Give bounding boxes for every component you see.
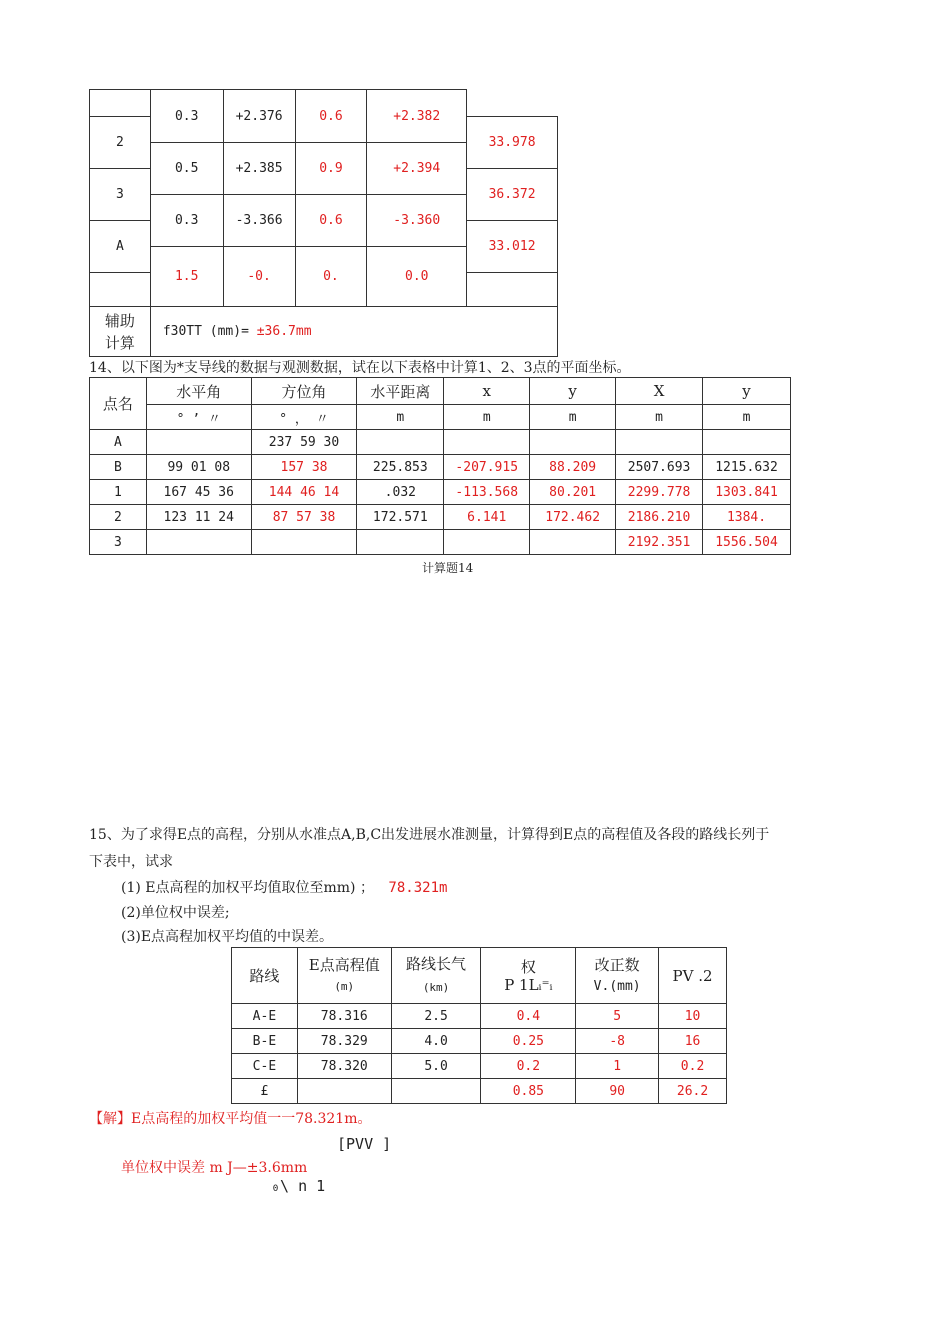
unit-weight-error: 单位权中误差 m J—±3.6mm [121,1160,308,1176]
cell-id [90,273,151,307]
aux-label-line1: 辅助 [104,311,135,330]
table-row [90,530,791,555]
cell: 225.853 [357,455,444,480]
cell-point: 3 [90,530,147,555]
cell-id: A [90,221,151,273]
cell-point: 1 [90,480,147,505]
cell [467,90,558,117]
unit-dy: m [530,405,616,430]
header-correction-1: 改正数 [594,955,640,974]
cell: 237 59 30 [251,430,357,455]
cell: +2.385 [223,143,295,195]
table-row [90,430,791,455]
aux-label-line2: 计算 [104,333,135,352]
header-elev-1: E点高程值 [308,955,380,974]
cell: -8 [576,1029,659,1054]
header-len-1: 路线长气 [406,954,467,973]
cell: 167 45 36 [146,480,251,505]
table-row [232,1054,727,1079]
solution-tag: 【解】 [89,1111,131,1127]
cell: 0.85 [481,1079,576,1104]
cell [444,430,530,455]
header-elev-2: (m) [334,979,355,993]
cell: 1303.841 [703,480,791,505]
header-point: 点名 [90,378,147,430]
cell: 172.571 [357,505,444,530]
cell: +2.382 [367,90,467,143]
q15-item1-text: (1) E点高程的加权平均值取位至mm) ； [121,880,374,896]
formula-top: [PVV ] [337,1135,392,1153]
cell: 1.5 [150,247,223,307]
cell: 33.978 [467,117,558,169]
table-row [232,1079,727,1104]
cell: 5 [576,1004,659,1029]
cell: 87 57 38 [251,505,357,530]
cell [297,1079,391,1104]
cell: 2299.778 [616,480,703,505]
cell: 33.012 [467,221,558,273]
unit-Y: m [703,405,791,430]
header-correction [576,948,659,1004]
cell: 1 [576,1054,659,1079]
header-len-2: (km) [422,980,450,994]
cell: 0.6 [295,195,367,247]
figure-caption: 计算题14 [422,561,474,575]
cell [146,530,251,555]
cell: 6.141 [444,505,530,530]
solution-line [89,1108,371,1128]
table-row [90,480,791,505]
header-X: X [616,378,703,405]
header-len [391,948,481,1004]
cell: 157 38 [251,455,357,480]
cell: 1384. [703,505,791,530]
cell: 78.329 [297,1029,391,1054]
cell: 0.2 [481,1054,576,1079]
cell [357,530,444,555]
aux-label [90,307,151,357]
cell [467,273,558,307]
q15-title-line2: 下表中，试求 [89,854,173,870]
unit-X: m [616,405,703,430]
cell: 0.3 [150,90,223,143]
cell: 0.4 [481,1004,576,1029]
cell: 90 [576,1079,659,1104]
cell-id: 2 [90,117,151,169]
cell: 0.0 [367,247,467,307]
aux-calc [150,307,557,357]
table-row [90,505,791,530]
cell: -113.568 [444,480,530,505]
cell: 88.209 [530,455,616,480]
traverse-table [89,377,791,555]
weight-table [231,947,727,1104]
header-elev [297,948,391,1004]
cell [530,530,616,555]
cell: 0.25 [481,1029,576,1054]
unit-dx: m [444,405,530,430]
cell-route: C-E [232,1054,298,1079]
cell [146,430,251,455]
q14-title: 14、以下图为*支导线的数据与观测数据，试在以下表格中计算1、2、3点的平面坐标。 [89,360,631,376]
cell: 0.2 [659,1054,727,1079]
cell: 2.5 [391,1004,481,1029]
cell: 172.462 [530,505,616,530]
cell: -207.915 [444,455,530,480]
header-route: 路线 [232,948,298,1004]
table-row [232,1004,727,1029]
header-dy: y [530,378,616,405]
cell: 26.2 [659,1079,727,1104]
cell: 4.0 [391,1029,481,1054]
aux-value: ±36.7mm [256,324,312,339]
unit-azimuth: ° ， 〃 [251,405,357,430]
header-correction-2: V.(mm) [593,978,641,994]
cell: 0.3 [150,195,223,247]
aux-formula: f30TT (mm)= [162,324,249,339]
cell-id [90,90,151,117]
header-pvv: PV .2 [659,948,727,1004]
cell [391,1079,481,1104]
cell-point: A [90,430,147,455]
cell [616,430,703,455]
cell [444,530,530,555]
formula-bottom: ₀\ n 1 [271,1177,326,1195]
cell-route: £ [232,1079,298,1104]
cell: 2507.693 [616,455,703,480]
cell: -0. [223,247,295,307]
cell-point: 2 [90,505,147,530]
header-hangle: 水平角 [146,378,251,405]
q15-item3: (3)E点高程加权平均值的中误差。 [121,929,334,945]
header-hdist: 水平距离 [357,378,444,405]
cell: 16 [659,1029,727,1054]
cell: +2.376 [223,90,295,143]
solution-text: E点高程的加权平均值一一78.321m。 [131,1111,372,1127]
cell: 2192.351 [616,530,703,555]
leveling-table [89,89,558,357]
cell [530,430,616,455]
q15-item1-answer: 78.321m [388,880,448,896]
cell [251,530,357,555]
cell-point: B [90,455,147,480]
header-weight [481,948,576,1004]
cell: 0. [295,247,367,307]
q15-item2: (2)单位权中误差; [121,905,230,921]
header-dx: x [444,378,530,405]
cell: 99 01 08 [146,455,251,480]
q15-title-line1: 15、为了求得E点的高程，分别从水准点A,B,C出发进展水准测量，计算得到E点的高程值及各段的路线长列于 [89,827,770,843]
cell: 123 11 24 [146,505,251,530]
unit-hangle: ° ’ 〃 [146,405,251,430]
cell-route: A-E [232,1004,298,1029]
q15-item1 [121,877,447,897]
cell: .032 [357,480,444,505]
header-weight-1: 权 [520,957,536,976]
cell [357,430,444,455]
cell: 1215.632 [703,455,791,480]
header-azimuth: 方位角 [251,378,357,405]
unit-hdist: m [357,405,444,430]
cell: 0.6 [295,90,367,143]
header-Y: y [703,378,791,405]
cell: 1556.504 [703,530,791,555]
cell-route: B-E [232,1029,298,1054]
cell: -3.360 [367,195,467,247]
cell: 2186.210 [616,505,703,530]
cell: 78.316 [297,1004,391,1029]
cell: -3.366 [223,195,295,247]
header-weight-2: P 1Lᵢ⁼ᵢ [504,975,553,994]
cell: 0.5 [150,143,223,195]
cell: +2.394 [367,143,467,195]
cell: 80.201 [530,480,616,505]
cell: 36.372 [467,169,558,221]
cell-id: 3 [90,169,151,221]
cell: 10 [659,1004,727,1029]
cell: 78.320 [297,1054,391,1079]
cell: 144 46 14 [251,480,357,505]
cell: 5.0 [391,1054,481,1079]
cell [703,430,791,455]
table-row [232,1029,727,1054]
table-row [90,455,791,480]
cell: 0.9 [295,143,367,195]
